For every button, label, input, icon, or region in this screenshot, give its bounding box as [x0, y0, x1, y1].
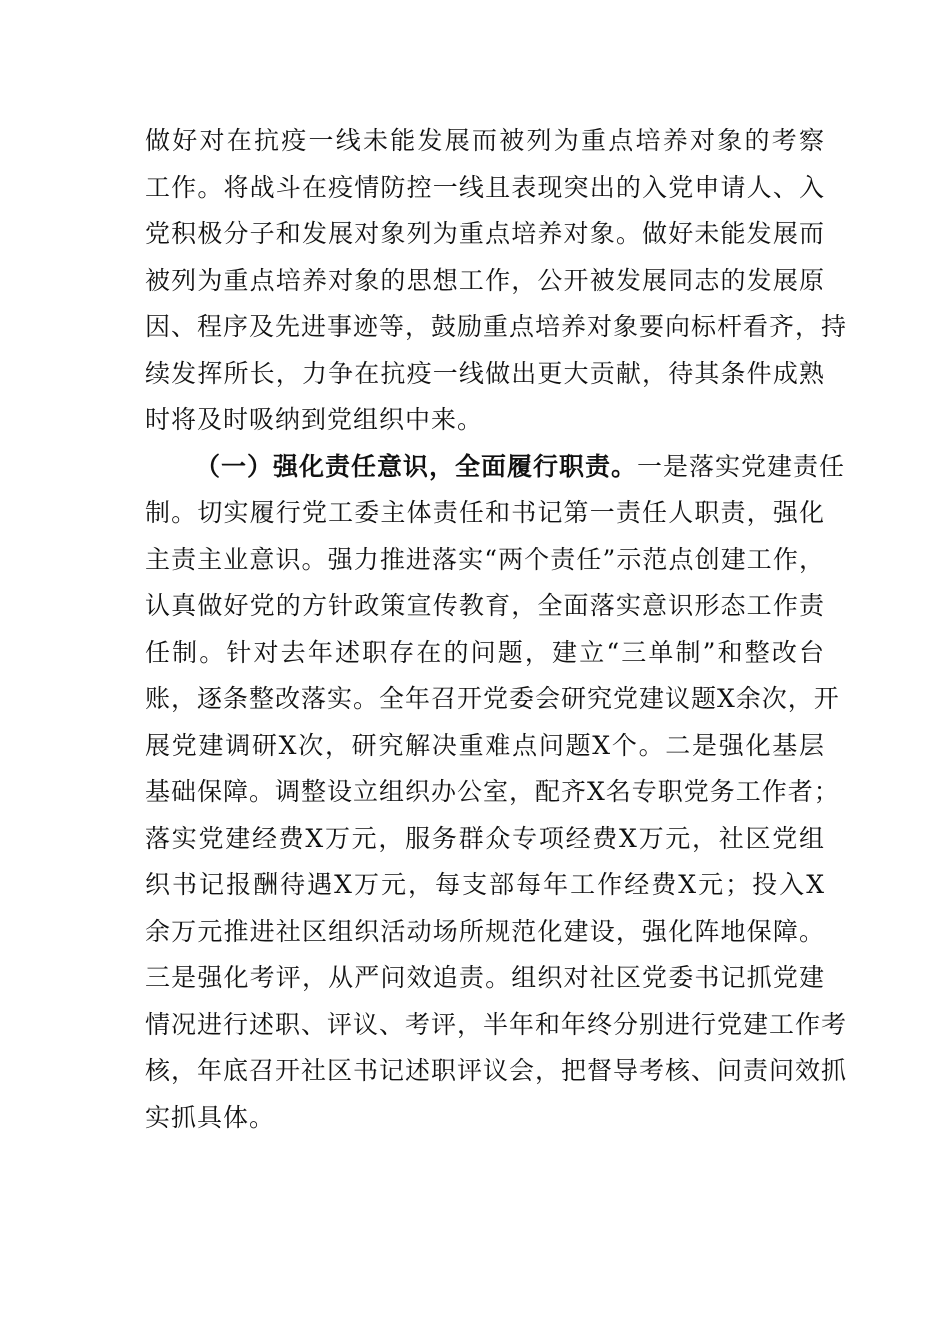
- paragraph-line: 做好对在抗疫一线未能发展而被列为重点培养对象的考察: [145, 126, 825, 155]
- paragraph-line: 三是强化考评，从严问效追责。组织对社区党委书记抓党建: [145, 963, 825, 992]
- paragraph-line: 党积极分子和发展对象列为重点培养对象。做好未能发展而: [145, 219, 825, 248]
- first-line-text: 一是落实党建责任: [637, 451, 846, 481]
- paragraph-line: 制。切实履行党工委主体责任和书记第一责任人职责，强化: [145, 498, 825, 527]
- paragraph-line: 织书记报酬待遇X万元，每支部每年工作经费X元；投入X: [145, 870, 825, 899]
- paragraph-line: 基础保障。调整设立组织办公室，配齐X名专职党务工作者；: [145, 777, 840, 806]
- paragraph-line: 实抓具体。: [145, 1102, 276, 1132]
- document-body: [145, 118, 848, 1141]
- paragraph-line: 余万元推进社区组织活动场所规范化建设，强化阵地保障。: [145, 916, 825, 946]
- paragraph-line: 展党建调研X次，研究解决重难点问题X个。二是强化基层: [145, 730, 825, 760]
- paragraph-line: 认真做好党的方针政策宣传教育，全面落实意识形态工作责: [145, 591, 825, 620]
- paragraph-2: [145, 444, 848, 1142]
- paragraph-line: 情况进行述职、评议、考评，半年和年终分别进行党建工作考: [145, 1009, 848, 1039]
- paragraph-first-line: [145, 444, 846, 491]
- paragraph-line: 因、程序及先进事迹等，鼓励重点培养对象要向标杆看齐，持: [145, 312, 848, 341]
- section-heading: （一）强化责任意识，全面履行职责。: [195, 451, 638, 481]
- paragraph-line: 被列为重点培养对象的思想工作，公开被发展同志的发展原: [145, 265, 825, 295]
- paragraph-line: 任制。针对去年述职存在的问题，建立“三单制”和整改台: [145, 637, 825, 667]
- paragraph-line: 落实党建经费X万元，服务群众专项经费X万元，社区党组: [145, 823, 825, 853]
- paragraph-line: 续发挥所长，力争在抗疫一线做出更大贡献，待其条件成熟: [145, 358, 825, 388]
- paragraph-line: 核，年底召开社区书记述职评议会，把督导考核、问责问效抓: [145, 1056, 848, 1085]
- paragraph-line: 工作。将战斗在疫情防控一线且表现突出的入党申请人、入: [145, 172, 825, 202]
- paragraph-line: 主责主业意识。强力推进落实“两个责任”示范点创建工作，: [145, 544, 825, 574]
- paragraph-line: 时将及时吸纳到党组织中来。: [145, 405, 484, 434]
- paragraph-1: [145, 118, 848, 444]
- paragraph-line: 账，逐条整改落实。全年召开党委会研究党建议题X余次，开: [145, 684, 840, 713]
